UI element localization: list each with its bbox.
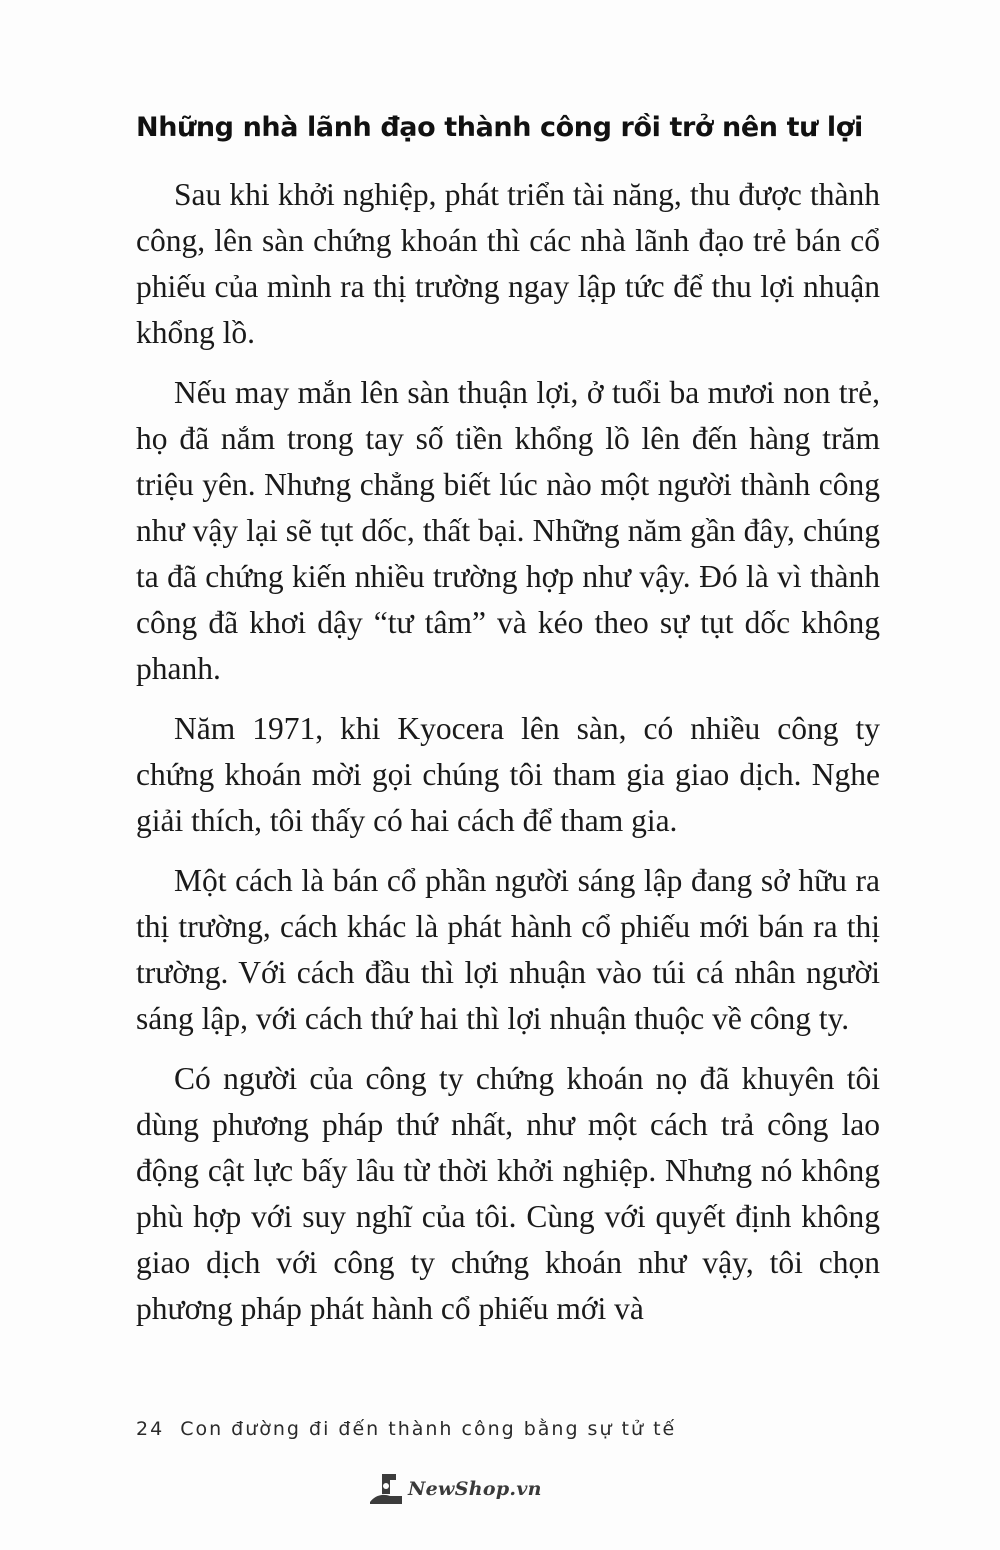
paragraph: Sau khi khởi nghiệp, phát triển tài năng, thu được thành công, lên sàn chứng khoán thì các nhà lãnh đạo trẻ bán cổ phiếu của mình ra thị trường ngay lập tức để thu lợi nhuận khổng lồ. <box>136 177 880 350</box>
paragraph: Nếu may mắn lên sàn thuận lợi, ở tuổi ba mươi non trẻ, họ đã nắm trong tay số tiền khổng lồ lên đến hàng trăm triệu yên. Nhưng chẳng biết lúc nào một người thành công như vậy lại sẽ tụt dốc, thất bại. Những năm gần đây, chúng ta đã chứng kiến nhiều trường hợp như vậy. Đó là vì thành công đã khơi dậy “tư tâm” và kéo theo sự tụt dốc không phanh. <box>136 375 880 686</box>
paragraph: Năm 1971, khi Kyocera lên sàn, có nhiều công ty chứng khoán mời gọi chúng tôi tham gia giao dịch. Nghe giải thích, tôi thấy có hai cách để tham gia. <box>136 711 880 838</box>
watermark <box>368 1472 542 1506</box>
book-title: Con đường đi đến thành công bằng sự tử tế <box>180 1418 677 1440</box>
newshop-logo-icon <box>368 1472 404 1506</box>
section-heading: Những nhà lãnh đạo thành công rồi trở nên tư lợi <box>136 112 863 143</box>
body-text <box>136 172 880 1346</box>
paragraph: Một cách là bán cổ phần người sáng lập đang sở hữu ra thị trường, cách khác là phát hành cổ phiếu mới bán ra thị trường. Với cách đầu thì lợi nhuận vào túi cá nhân người sáng lập, với cách thứ hai thì lợi nhuận thuộc về công ty. <box>136 863 880 1036</box>
paragraph: Có người của công ty chứng khoán nọ đã khuyên tôi dùng phương pháp thứ nhất, như một cách trả công lao động cật lực bấy lâu từ thời khởi nghiệp. Nhưng nó không phù hợp với suy nghĩ của tôi. Cùng với quyết định không giao dịch với công ty chứng khoán như vậy, tôi chọn phương pháp phát hành cổ phiếu mới và <box>136 1061 880 1326</box>
watermark-text: NewShop.vn <box>408 1478 542 1500</box>
page-footer <box>136 1418 676 1440</box>
page-number: 24 <box>136 1418 165 1440</box>
